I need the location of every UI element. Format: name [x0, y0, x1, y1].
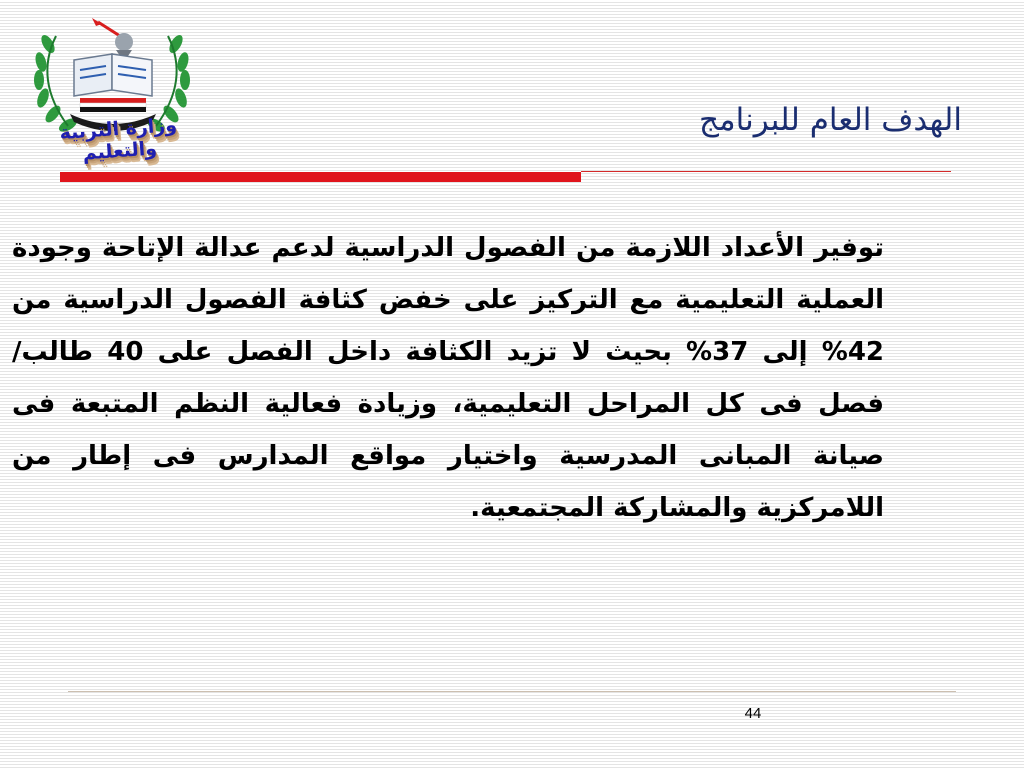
title-underline-thin [581, 171, 951, 172]
slide-title: الهدف العام للبرنامج [699, 102, 962, 138]
footer-divider [68, 691, 956, 692]
goal-paragraph: توفير الأعداد اللازمة من الفصول الدراسية لدعم عدالة الإتاحة وجودة العملية التعليمية مع التركيز على خفض كثافة الفصول الدراسية من 42% إلى 37% بحيث لا تزيد الكثافة داخل الفصل على 40 طالب/فصل فى كل المراحل التعليمية، وزيادة فعالية النظم المتبعة فى صيانة المبانى المدرسية واختيار مواقع المدارس فى إطار من اللامركزية والمشاركة المجتمعية. [12, 233, 884, 523]
ministry-name: وزارة التربية والتعليم [58, 113, 178, 165]
title-underline-red [60, 172, 581, 182]
page-number: 44 [744, 705, 762, 722]
